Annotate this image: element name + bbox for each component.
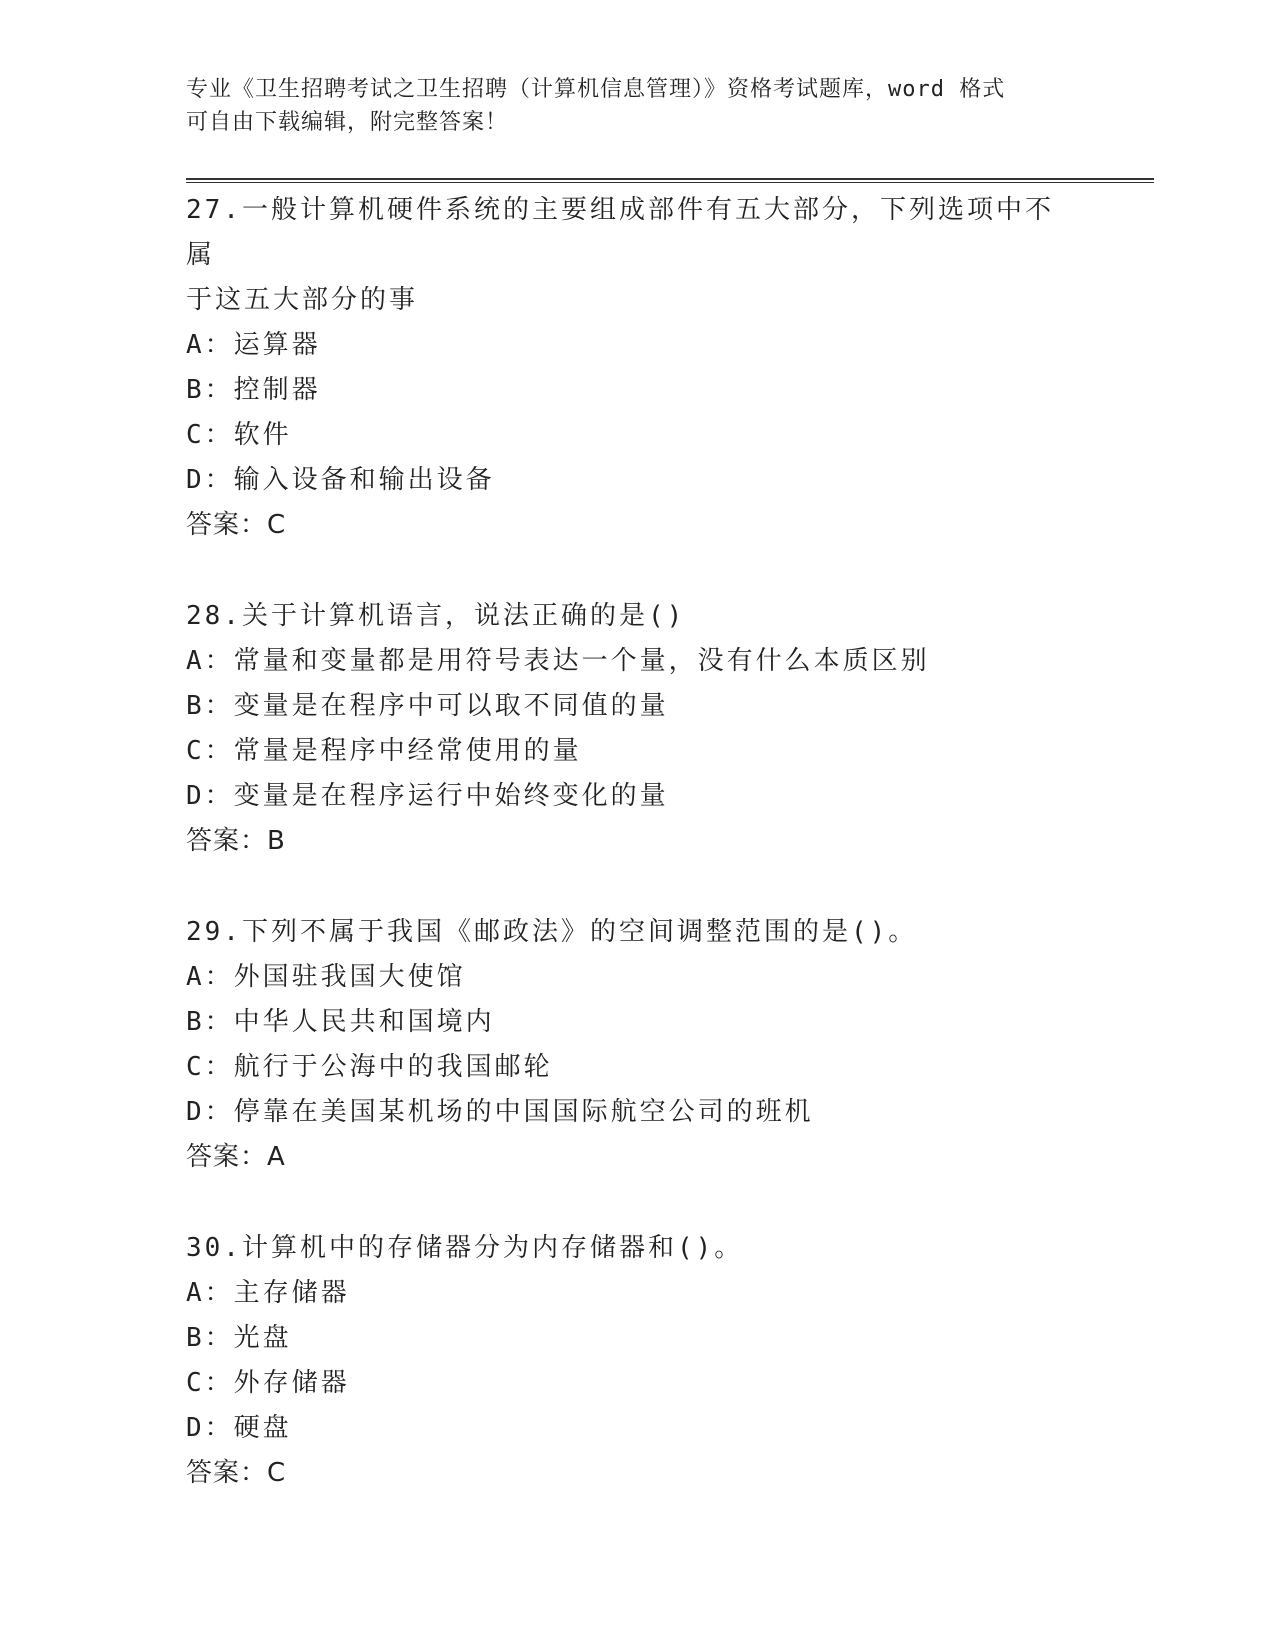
question-spacer xyxy=(186,1180,1066,1226)
answer: 答案：A xyxy=(186,1142,286,1172)
option-d: D：硬盘 xyxy=(186,1413,292,1443)
option-b: B：变量是在程序中可以取不同值的量 xyxy=(186,691,669,721)
header-divider xyxy=(186,178,1154,183)
document-header xyxy=(186,73,1086,139)
option-b: B：中华人民共和国境内 xyxy=(186,1007,495,1037)
question-stem: 29.下列不属于我国《邮政法》的空间调整范围的是()。 xyxy=(186,917,918,947)
question-spacer xyxy=(186,548,1066,594)
question-stem: 28.关于计算机语言，说法正确的是() xyxy=(186,601,686,631)
header-line-1: 专业《卫生招聘考试之卫生招聘（计算机信息管理）》资格考试题库，word 格式 xyxy=(186,77,1006,102)
option-c: C：软件 xyxy=(186,420,292,450)
option-d: D：输入设备和输出设备 xyxy=(186,465,495,495)
option-d: D：变量是在程序运行中始终变化的量 xyxy=(186,781,669,811)
question-30 xyxy=(186,1226,1066,1496)
answer: 答案：C xyxy=(186,510,287,540)
option-c: C：外存储器 xyxy=(186,1368,350,1398)
question-stem: 27.一般计算机硬件系统的主要组成部件有五大部分，下列选项中不属 xyxy=(186,195,1054,270)
question-list xyxy=(186,188,1066,1496)
answer: 答案：C xyxy=(186,1458,287,1488)
option-a: A：常量和变量都是用符号表达一个量，没有什么本质区别 xyxy=(186,646,930,676)
option-b: B：控制器 xyxy=(186,375,321,405)
question-stem: 30.计算机中的存储器分为内存储器和()。 xyxy=(186,1233,744,1263)
question-27 xyxy=(186,188,1066,548)
header-line-2: 可自由下载编辑，附完整答案！ xyxy=(186,110,509,135)
option-a: A：主存储器 xyxy=(186,1278,350,1308)
question-29 xyxy=(186,910,1066,1180)
option-c: C：航行于公海中的我国邮轮 xyxy=(186,1052,553,1082)
question-28 xyxy=(186,594,1066,864)
option-d: D：停靠在美国某机场的中国国际航空公司的班机 xyxy=(186,1097,814,1127)
question-spacer xyxy=(186,864,1066,910)
answer: 答案：B xyxy=(186,826,286,856)
question-stem-continued: 于这五大部分的事 xyxy=(186,285,419,315)
option-c: C：常量是程序中经常使用的量 xyxy=(186,736,582,766)
option-b: B：光盘 xyxy=(186,1323,292,1353)
option-a: A：运算器 xyxy=(186,330,321,360)
option-a: A：外国驻我国大使馆 xyxy=(186,962,466,992)
